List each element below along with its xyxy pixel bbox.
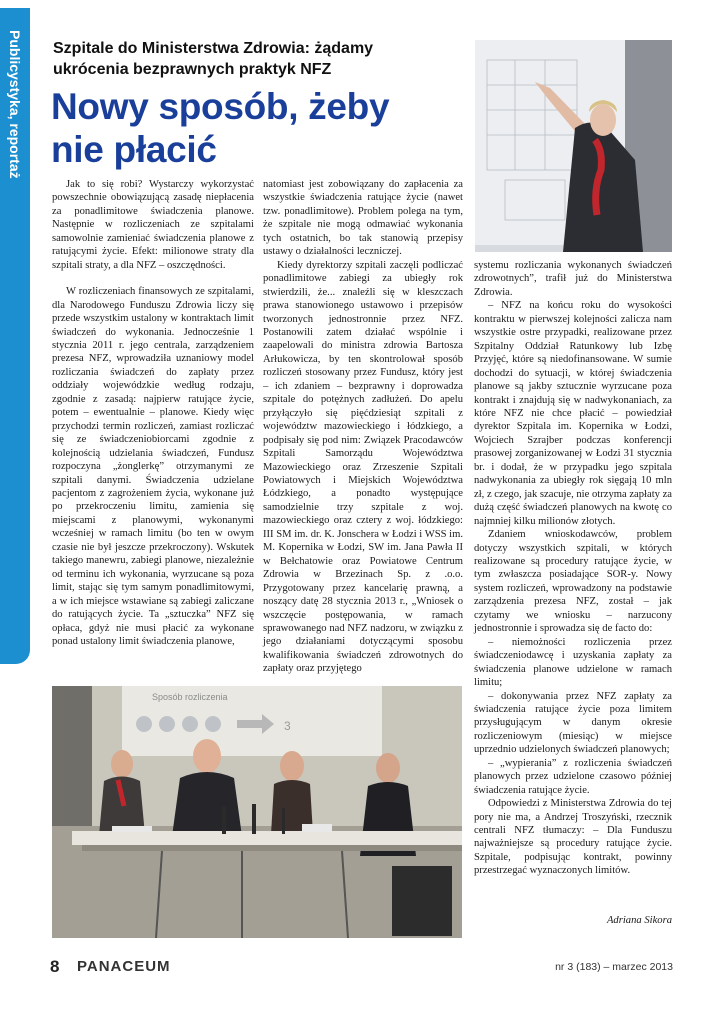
article-column-2 bbox=[263, 178, 463, 676]
paragraph: – niemożności rozliczenia przez świadczeniodawcę i uzyskania zapłaty za świadczenia planowe udzielone w ramach limitu; bbox=[474, 636, 672, 689]
author-signature: Adriana Sikora bbox=[606, 915, 672, 926]
presenter-photo bbox=[475, 40, 672, 252]
article-column-1 bbox=[52, 178, 254, 648]
section-tab-label: Publicystyka, reportaż bbox=[7, 30, 23, 179]
paragraph: Zdaniem wnioskodawców, problem dotyczy wszystkich szpitali, w których realizowane są procedury ratujące życie, w tym zwłaszcza posiadające SOR-y. Nowy system rozliczeń, wprowadzony na podstawie zarządzenia prezesa NFZ, został – jak czytamy we wniosku – narzucony jednostronnie i sprowadza się de facto do: bbox=[474, 529, 672, 635]
page-number: 8 bbox=[50, 957, 60, 976]
issue-info: nr 3 (183) – marzec 2013 bbox=[555, 961, 673, 973]
slide-title: Sposób rozliczenia bbox=[152, 692, 228, 702]
article-headline: Nowy sposób, żeby nie płacić bbox=[51, 86, 390, 170]
article-column-3 bbox=[474, 259, 672, 878]
section-tab bbox=[0, 8, 30, 664]
paragraph: W rozliczeniach finansowych ze szpitalami, dla Narodowego Funduszu Zdrowia liczy się przede wszystkim ustalony w kontraktach limit świadczeń do wykonania. Jednocześnie 1 stycznia 2011 r. jego centrala, zarządzeniem prezesa NFZ, wprowadziła uznaniowy model rozliczania świadczeń do zapłaty przez oddziały wojewódzkie według rodzaju, zgodnie z zasadą: najpierw ratujące życie, potem – ewentualnie – planowe. Kiedy więc przychodzi termin rozliczeń, zamiast rozliczać się ze świadczeniobiorcami zgodnie z kolejnością udzielania świadczeń, Fundusz rozpoczyna „żonglerkę” otrzymanymi ze szpitali danymi. Świadczenia udzielane pacjentom z zagrożeniem życia, wykonane już po przekroczeniu limitu, zamienia się miejscami z planowymi, wykonanymi wcześniej w ramach limitu (bo ten w owym czasie nie był jeszcze przekroczony). Wskutek takiego manewru, zabiegi planowe, niezależnie od terminu ich wykonania, wyrzucane są poza limit, stając się tym samym ponadlimitowymi, a w ich miejsce wstawiane są zabiegi zaliczane do ratujących życie. Ta „sztuczka” NFZ się opłaca, gdyż nie musi płacić za wykonane ponad ustalony limit świadczenia planowe, bbox=[52, 286, 254, 647]
paragraph: Odpowiedzi z Ministerstwa Zdrowia do tej pory nie ma, a Andrzej Troszyński, rzecznik centrali NFZ tłumaczy: – Dla Funduszu najważniejsze są procedury ratujące życie. Szpitale, podpisując kontrakt, powinny przestrzegać wyznaczonych limitów. bbox=[474, 798, 672, 877]
magazine-name: PANACEUM bbox=[77, 958, 171, 975]
paragraph: – „wypierania” z rozliczenia świadczeń planowych przez udzielone czasowo później świadczenia ratujące życie. bbox=[474, 757, 672, 796]
paragraph: Kiedy dyrektorzy szpitali zaczęli podliczać ponadlimitowe zabiegi za ubiegły rok stwierdzili, że... znaleźli się w kleszczach prawa stanowionego ustawowo i przepisów tworzonych jednostronnie przez NFZ. Postanowili zatem działać wspólnie i zaapelowali do ministra zdrowia Bartosza Arłukowicza, by ten skontrolował sposób rozliczeń stosowany przez Fundusz, który jest – ich zdaniem – bezprawny i doprowadza szpitale do potężnych zadłużeń. Do apelu przyłączyło się pięćdziesiąt szpitali z województw mazowieckiego i łódzkiego, a podpisały się pod nim: Związek Pracodawców Szpitali Samorządu Województwa Mazowieckiego oraz Zrzeszenie Szpitali Powiatowych i Miejskich Województwa Łódzkiego, a ponadto występujące samodzielnie trzy szpitale z woj. mazowieckiego oraz cztery z woj. łódzkiego: III SM im. dr. K. Jonschera w Łodzi i WSS im. M. Kopernika w Łodzi, SW im. Jana Pawła II w Bełchatowie oraz Powiatowe Centrum Zdrowia w Brzezinach Sp. z .o.o. Przygotowany przez kancelarię prawną, a noszący datę 28 stycznia 2013 r., „Wniosek o wszczęcie postępowania, w ramach sprawowanego nad NFZ nadzoru, w związku z jego działaniami dotyczącymi sposobu kwalifikowania świadczeń zdrowotnych do zapłaty oraz przyjętego bbox=[263, 259, 463, 675]
press-conference-photo bbox=[52, 686, 462, 938]
slide-digit: 3 bbox=[284, 719, 291, 733]
paragraph: – dokonywania przez NFZ zapłaty za świadczenia ratujące życie poza limitem przysługującym w danym okresie rozliczeniowym (miesiąc) w miejsce uprzednio udzielonych świadczeń planowych; bbox=[474, 690, 672, 756]
paragraph: natomiast jest zobowiązany do zapłacenia za wszystkie świadczenia ratujące życie (nawet tzw. ponadlimitowe). Problem polega na tym, że szpitale nie mogą odmawiać wykonania tych ostatnich, bo tak stanowią przepisy ustawy o działalności leczniczej. bbox=[263, 179, 463, 258]
paragraph: Jak to się robi? Wystarczy wykorzystać powszechnie obowiązującą zasadę niepłacenia za ponadlimitowe świadczenia planowe. Następnie w rozliczeniach ze szpitalami samowolnie zamieniać świadczenia planowe z ratującymi życie. Efekt: milionowe straty dla szpitali straty, a dla NFZ – oszczędności. bbox=[52, 179, 254, 271]
paragraph: – NFZ na końcu roku do wysokości kontraktu w pierwszej kolejności zalicza nam wszystkie ostre przypadki, realizowane przez Szpitalny Oddział Ratunkowy lub Izbę Przyjęć, które są niedofinansowane. W sumie dochodzi do sytuacji, w której świadczenia planowe są jakby sztucznie wyrzucane poza kontrakt i znajdują się w nadwykonaniach, za które NFZ nie chce płacić – powiedział dyrektor Szpitala im. Kopernika w Łodzi, Wojciech Szrajber podczas konferencji prasowej zorganizowanej w Łodzi 31 stycznia br. i dodał, że w przypadku jego szpitala nadwykonania za ubiegły rok sięgają 10 mln zł, z czego, jak szacuje, nie otrzyma zapłaty za dużą część świadczeń planowych na kwotę co najmniej kilku milionów złotych. bbox=[474, 300, 672, 527]
paragraph: systemu rozliczania wykonanych świadczeń zdrowotnych”, trafił już do Ministerstwa Zdrowia. bbox=[474, 260, 672, 298]
article-subhead: Szpitale do Ministerstwa Zdrowia: żądamy ukrócenia bezprawnych praktyk NFZ bbox=[53, 40, 374, 78]
